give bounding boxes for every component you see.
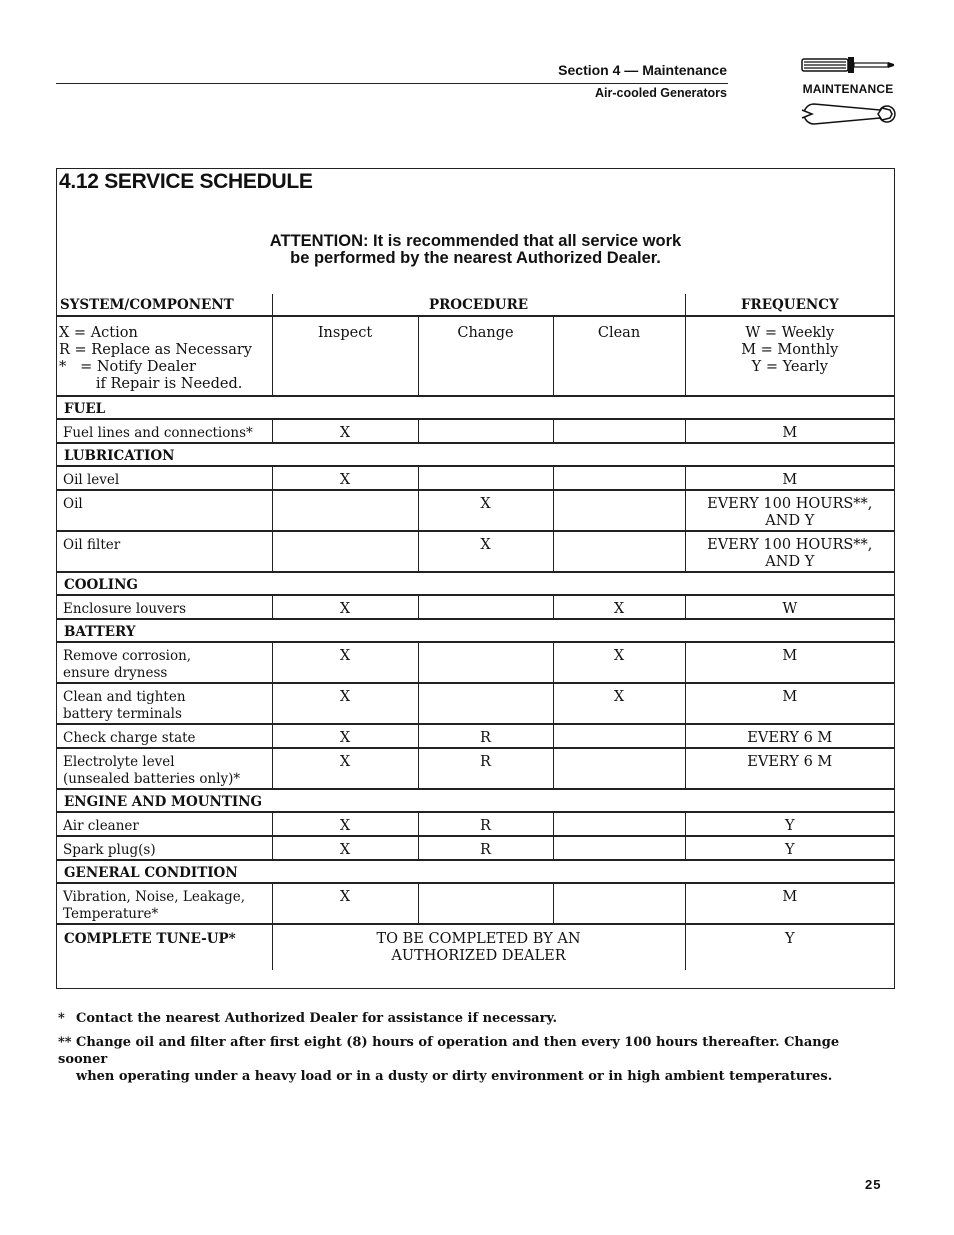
clean-cell bbox=[553, 466, 685, 490]
category-label: ENGINE AND MOUNTING bbox=[57, 789, 894, 812]
clean-cell bbox=[553, 419, 685, 443]
category-row bbox=[57, 572, 894, 595]
tune-up-row bbox=[57, 924, 894, 970]
clean-cell bbox=[553, 812, 685, 836]
inspect-cell: X bbox=[272, 683, 418, 724]
page-number: 25 bbox=[865, 1177, 882, 1192]
footnote-text-line-2: when operating under a heavy load or in a dusty or dirty environment or in high ambient temperatures. bbox=[76, 1069, 833, 1084]
table-row bbox=[57, 642, 894, 683]
inspect-cell: X bbox=[272, 812, 418, 836]
component-cell: Clean and tighten battery terminals bbox=[57, 683, 272, 724]
component-cell: Electrolyte level (unsealed batteries only)* bbox=[57, 748, 272, 789]
section-subtitle: Air-cooled Generators bbox=[595, 86, 727, 100]
table-row bbox=[57, 466, 894, 490]
change-cell bbox=[418, 466, 553, 490]
change-cell bbox=[418, 883, 553, 924]
inspect-cell: X bbox=[272, 642, 418, 683]
component-cell: Remove corrosion, ensure dryness bbox=[57, 642, 272, 683]
footnote-double-asterisk bbox=[58, 1034, 878, 1085]
footnote-single-asterisk bbox=[58, 1010, 878, 1027]
column-change: Change bbox=[418, 316, 553, 396]
table-row bbox=[57, 724, 894, 748]
category-label: COOLING bbox=[57, 572, 894, 595]
clean-cell: X bbox=[553, 642, 685, 683]
inspect-cell: X bbox=[272, 466, 418, 490]
table-row bbox=[57, 836, 894, 860]
table-row bbox=[57, 419, 894, 443]
header-frequency: FREQUENCY bbox=[685, 294, 894, 316]
tune-up-procedure: TO BE COMPLETED BY AN AUTHORIZED DEALER bbox=[272, 924, 685, 970]
column-inspect: Inspect bbox=[272, 316, 418, 396]
change-cell: R bbox=[418, 748, 553, 789]
component-cell: Oil level bbox=[57, 466, 272, 490]
change-cell bbox=[418, 419, 553, 443]
category-label: LUBRICATION bbox=[57, 443, 894, 466]
inspect-cell bbox=[272, 531, 418, 572]
inspect-cell bbox=[272, 490, 418, 531]
frequency-cell: M bbox=[685, 642, 894, 683]
change-cell bbox=[418, 683, 553, 724]
footnote-mark: * bbox=[58, 1011, 65, 1026]
inspect-cell: X bbox=[272, 748, 418, 789]
header-rule bbox=[56, 83, 728, 84]
table-row bbox=[57, 748, 894, 789]
frequency-cell: M bbox=[685, 419, 894, 443]
frequency-cell: EVERY 6 M bbox=[685, 724, 894, 748]
section-heading: Section 4 — Maintenance bbox=[558, 62, 727, 78]
clean-cell bbox=[553, 883, 685, 924]
legend-row bbox=[57, 316, 894, 396]
service-schedule-table bbox=[57, 294, 894, 970]
table-row bbox=[57, 490, 894, 531]
attention-notice bbox=[57, 233, 894, 267]
change-cell: R bbox=[418, 836, 553, 860]
clean-cell bbox=[553, 836, 685, 860]
frequency-cell: EVERY 6 M bbox=[685, 748, 894, 789]
screwdriver-icon bbox=[800, 54, 896, 76]
column-clean: Clean bbox=[553, 316, 685, 396]
inspect-cell: X bbox=[272, 883, 418, 924]
clean-cell: X bbox=[553, 683, 685, 724]
inspect-cell: X bbox=[272, 836, 418, 860]
inspect-cell: X bbox=[272, 419, 418, 443]
attention-line-1: ATTENTION: It is recommended that all service work bbox=[269, 232, 682, 250]
category-label: FUEL bbox=[57, 396, 894, 419]
frequency-cell: W bbox=[685, 595, 894, 619]
component-cell: Vibration, Noise, Leakage, Temperature* bbox=[57, 883, 272, 924]
table-row bbox=[57, 812, 894, 836]
table-row bbox=[57, 883, 894, 924]
clean-cell bbox=[553, 748, 685, 789]
header-procedure: PROCEDURE bbox=[272, 294, 685, 316]
page-title: 4.12 SERVICE SCHEDULE bbox=[59, 170, 313, 193]
header-system-component: SYSTEM/COMPONENT bbox=[57, 294, 272, 316]
maintenance-logo bbox=[800, 54, 896, 130]
frequency-cell: M bbox=[685, 466, 894, 490]
footnote-text-line-1: Change oil and filter after first eight (8) hours of operation and then every 100 hours thereafter. Change sooner bbox=[58, 1035, 840, 1067]
tune-up-frequency: Y bbox=[685, 924, 894, 970]
frequency-cell: EVERY 100 HOURS**, AND Y bbox=[685, 531, 894, 572]
attention-line-2: be performed by the nearest Authorized Dealer. bbox=[290, 249, 661, 267]
frequency-cell: M bbox=[685, 683, 894, 724]
category-row bbox=[57, 443, 894, 466]
component-cell: Spark plug(s) bbox=[57, 836, 272, 860]
table-row bbox=[57, 531, 894, 572]
component-cell: Oil bbox=[57, 490, 272, 531]
logo-label: MAINTENANCE bbox=[802, 82, 894, 96]
category-row bbox=[57, 619, 894, 642]
component-cell: Fuel lines and connections* bbox=[57, 419, 272, 443]
table-row bbox=[57, 595, 894, 619]
component-cell: Enclosure louvers bbox=[57, 595, 272, 619]
footnote-text: Contact the nearest Authorized Dealer for assistance if necessary. bbox=[76, 1011, 557, 1026]
category-row bbox=[57, 396, 894, 419]
inspect-cell: X bbox=[272, 724, 418, 748]
frequency-cell: M bbox=[685, 883, 894, 924]
tune-up-label: COMPLETE TUNE-UP* bbox=[64, 931, 236, 947]
clean-cell: X bbox=[553, 595, 685, 619]
wrench-icon bbox=[800, 100, 896, 128]
change-cell bbox=[418, 642, 553, 683]
frequency-cell: EVERY 100 HOURS**, AND Y bbox=[685, 490, 894, 531]
footnote-mark: ** bbox=[58, 1035, 72, 1050]
category-label: BATTERY bbox=[57, 619, 894, 642]
clean-cell bbox=[553, 724, 685, 748]
category-row bbox=[57, 789, 894, 812]
frequency-cell: Y bbox=[685, 812, 894, 836]
legend-key: X = Action R = Replace as Necessary * = Notify Dealer if Repair is Needed. bbox=[57, 316, 272, 396]
clean-cell bbox=[553, 531, 685, 572]
change-cell: R bbox=[418, 812, 553, 836]
category-row bbox=[57, 860, 894, 883]
component-cell: Oil filter bbox=[57, 531, 272, 572]
category-label: GENERAL CONDITION bbox=[57, 860, 894, 883]
frequency-cell: Y bbox=[685, 836, 894, 860]
change-cell bbox=[418, 595, 553, 619]
table-row bbox=[57, 683, 894, 724]
change-cell: R bbox=[418, 724, 553, 748]
change-cell: X bbox=[418, 490, 553, 531]
change-cell: X bbox=[418, 531, 553, 572]
service-schedule-panel bbox=[56, 168, 895, 989]
inspect-cell: X bbox=[272, 595, 418, 619]
clean-cell bbox=[553, 490, 685, 531]
component-cell: Air cleaner bbox=[57, 812, 272, 836]
table-header-row bbox=[57, 294, 894, 316]
frequency-key: W = Weekly M = Monthly Y = Yearly bbox=[685, 316, 894, 396]
component-cell: Check charge state bbox=[57, 724, 272, 748]
